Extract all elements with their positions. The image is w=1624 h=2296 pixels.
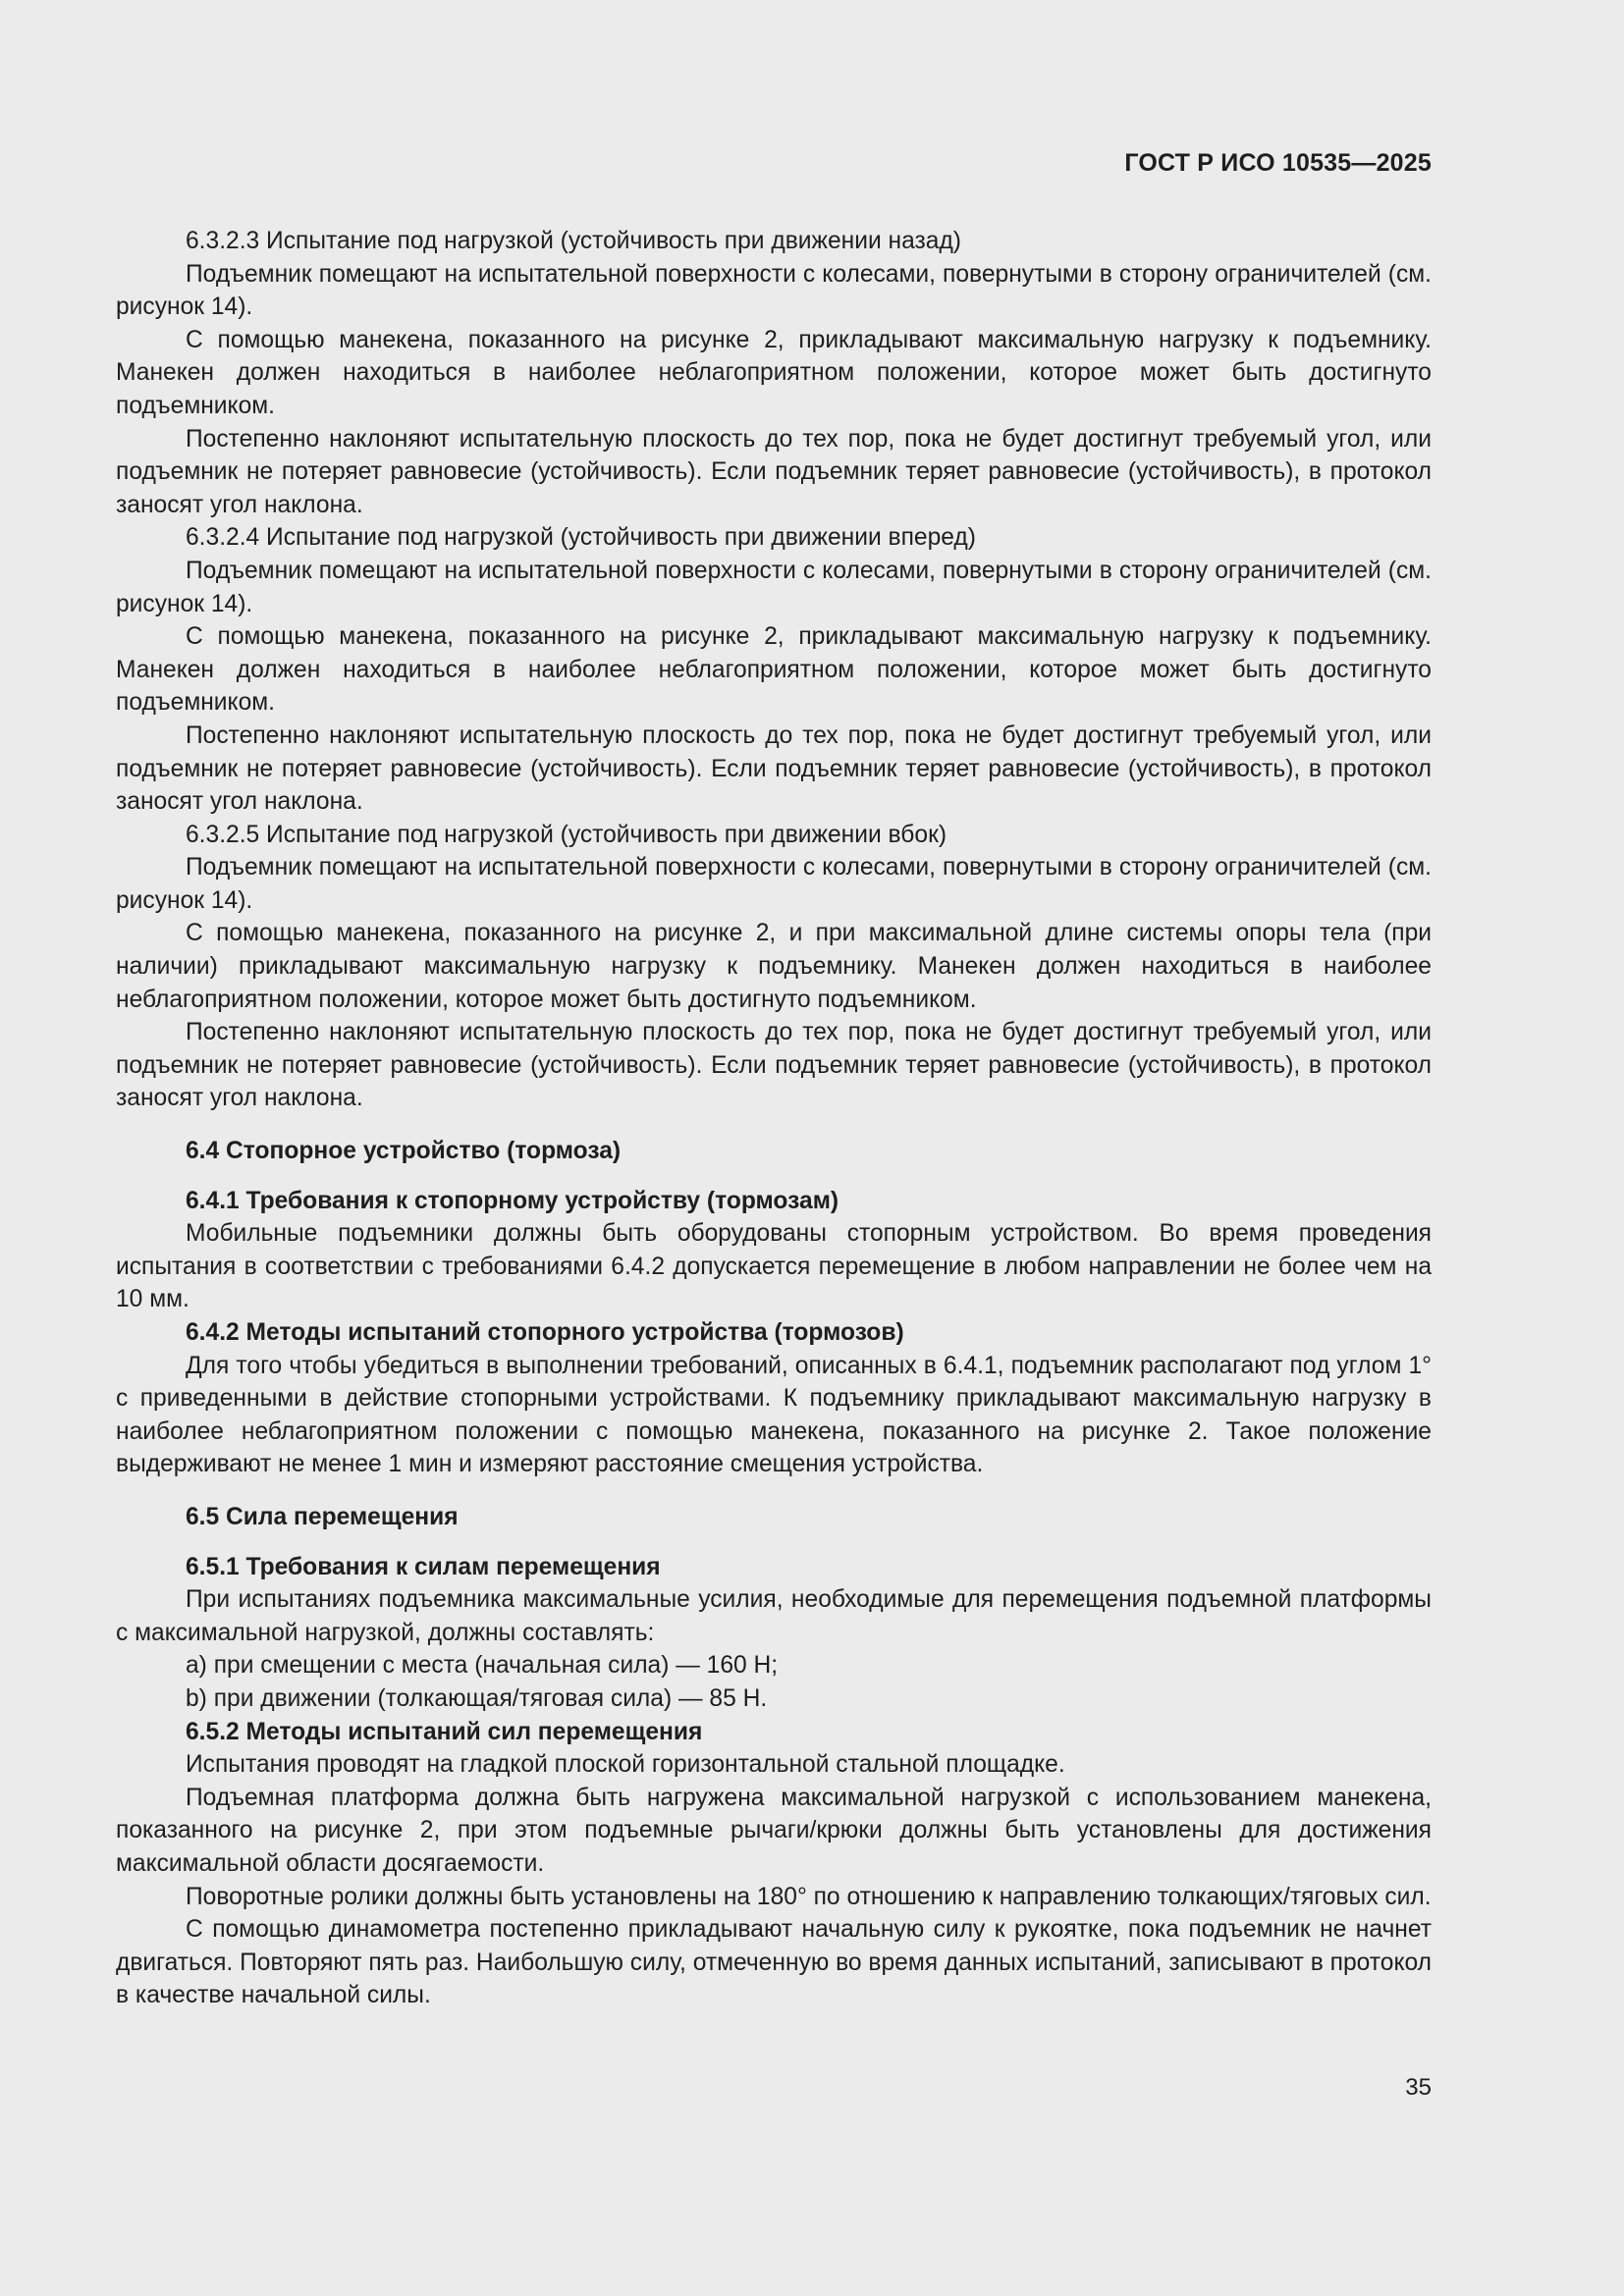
- page-number: 35: [1405, 2074, 1432, 2101]
- paragraph: Подъемник помещают на испытательной поверхности с колесами, повернутыми в сторону ограничителей (см. рисунок 14).: [116, 854, 1432, 914]
- paragraph: С помощью динамометра постепенно прикладывают начальную силу к рукоятке, пока подъемник не начнет двигаться. Повторяют пять раз. Наибольшую силу, отмеченную во время данных испытаний, записывают в протокол в качестве начальной силы.: [116, 1916, 1432, 2009]
- paragraph: Для того чтобы убедиться в выполнении требований, описанных в 6.4.1, подъемник располагают под углом 1° с приведенными в действие стопорными устройствами. К подъемнику прикладывают максимальную нагрузку в наиболее неблагоприятном положении с помощью манекена, показанного на рисунке 2. Такое положение выдерживают не менее 1 мин и измеряют расстояние смещения устройства.: [116, 1352, 1432, 1478]
- document-header: ГОСТ Р ИСО 10535—2025: [1124, 149, 1432, 177]
- section-heading-6-4-1: 6.4.1 Требования к стопорному устройству (тормозам): [186, 1187, 839, 1214]
- paragraph: С помощью манекена, показанного на рисунке 2, прикладывают максимальную нагрузку к подъемнику. Манекен должен находиться в наиболее неблагоприятном положении, которое может быть достигнуто подъемником.: [116, 326, 1432, 419]
- paragraph: Постепенно наклоняют испытательную плоскость до тех пор, пока не будет достигнут требуемый угол, или подъемник не потеряет равновесие (устойчивость). Если подъемник теряет равновесие (устойчивость), в протокол заносят угол наклона.: [116, 425, 1432, 518]
- paragraph: При испытаниях подъемника максимальные усилия, необходимые для перемещения подъемной платформы с максимальной нагрузкой, должны составлять:: [116, 1586, 1432, 1646]
- paragraph: С помощью манекена, показанного на рисунке 2, и при максимальной длине системы опоры тела (при наличии) прикладывают максимальную нагрузку к подъемнику. Манекен должен находиться в наиболее неблагоприятном положении, которое может быть достигнуто подъемником.: [116, 920, 1432, 1013]
- section-heading-6-5-1: 6.5.1 Требования к силам перемещения: [186, 1553, 661, 1580]
- section-heading-6-3-2-4: 6.3.2.4 Испытание под нагрузкой (устойчивость при движении вперед): [186, 524, 976, 552]
- paragraph: Поворотные ролики должны быть установлены на 180° по отношению к направлению толкающих/тяговых сил.: [186, 1883, 1432, 1910]
- section-heading-6-3-2-5: 6.3.2.5 Испытание под нагрузкой (устойчивость при движении вбок): [186, 821, 947, 848]
- paragraph: Испытания проводят на гладкой плоской горизонтальной стальной площадке.: [186, 1751, 1065, 1779]
- section-heading-6-3-2-3: 6.3.2.3 Испытание под нагрузкой (устойчивость при движении назад): [186, 228, 961, 254]
- paragraph: Постепенно наклоняют испытательную плоскость до тех пор, пока не будет достигнут требуемый угол, или подъемник не потеряет равновесие (устойчивость). Если подъемник теряет равновесие (устойчивость), в протокол заносят угол наклона.: [116, 1019, 1432, 1112]
- section-heading-6-5: 6.5 Сила перемещения: [186, 1503, 459, 1530]
- section-heading-6-5-2: 6.5.2 Методы испытаний сил перемещения: [186, 1718, 703, 1745]
- paragraph: Подъемная платформа должна быть нагружена максимальной нагрузкой с использованием манекена, показанного на рисунке 2, при этом подъемные рычаги/крюки должны быть установлены для достижения максимальной области досягаемости.: [116, 1784, 1432, 1877]
- paragraph: Подъемник помещают на испытательной поверхности с колесами, повернутыми в сторону ограничителей (см. рисунок 14).: [116, 557, 1432, 617]
- document-body: [116, 225, 1432, 2012]
- paragraph: Мобильные подъемники должны быть оборудованы стопорным устройством. Во время проведения испытания в соответствии с требованиями 6.4.2 допускается перемещение в любом направлении не более чем на 10 мм.: [116, 1220, 1432, 1313]
- paragraph: Постепенно наклоняют испытательную плоскость до тех пор, пока не будет достигнут требуемый угол, или подъемник не потеряет равновесие (устойчивость). Если подъемник теряет равновесие (устойчивость), в протокол заносят угол наклона.: [116, 721, 1432, 816]
- list-item-b: b) при движении (толкающая/тяговая сила) — 85 Н.: [186, 1684, 768, 1712]
- list-item-a: a) при смещении с места (начальная сила) — 160 Н;: [186, 1652, 779, 1680]
- section-heading-6-4: 6.4 Стопорное устройство (тормоза): [186, 1138, 622, 1165]
- section-heading-6-4-2: 6.4.2 Методы испытаний стопорного устройства (тормозов): [186, 1319, 904, 1346]
- paragraph: Подъемник помещают на испытательной поверхности с колесами, повернутыми в сторону ограничителей (см. рисунок 14).: [116, 260, 1432, 321]
- paragraph: С помощью манекена, показанного на рисунке 2, прикладывают максимальную нагрузку к подъемнику. Манекен должен находиться в наиболее неблагоприятном положении, которое может быть достигнуто подъемником.: [116, 623, 1432, 717]
